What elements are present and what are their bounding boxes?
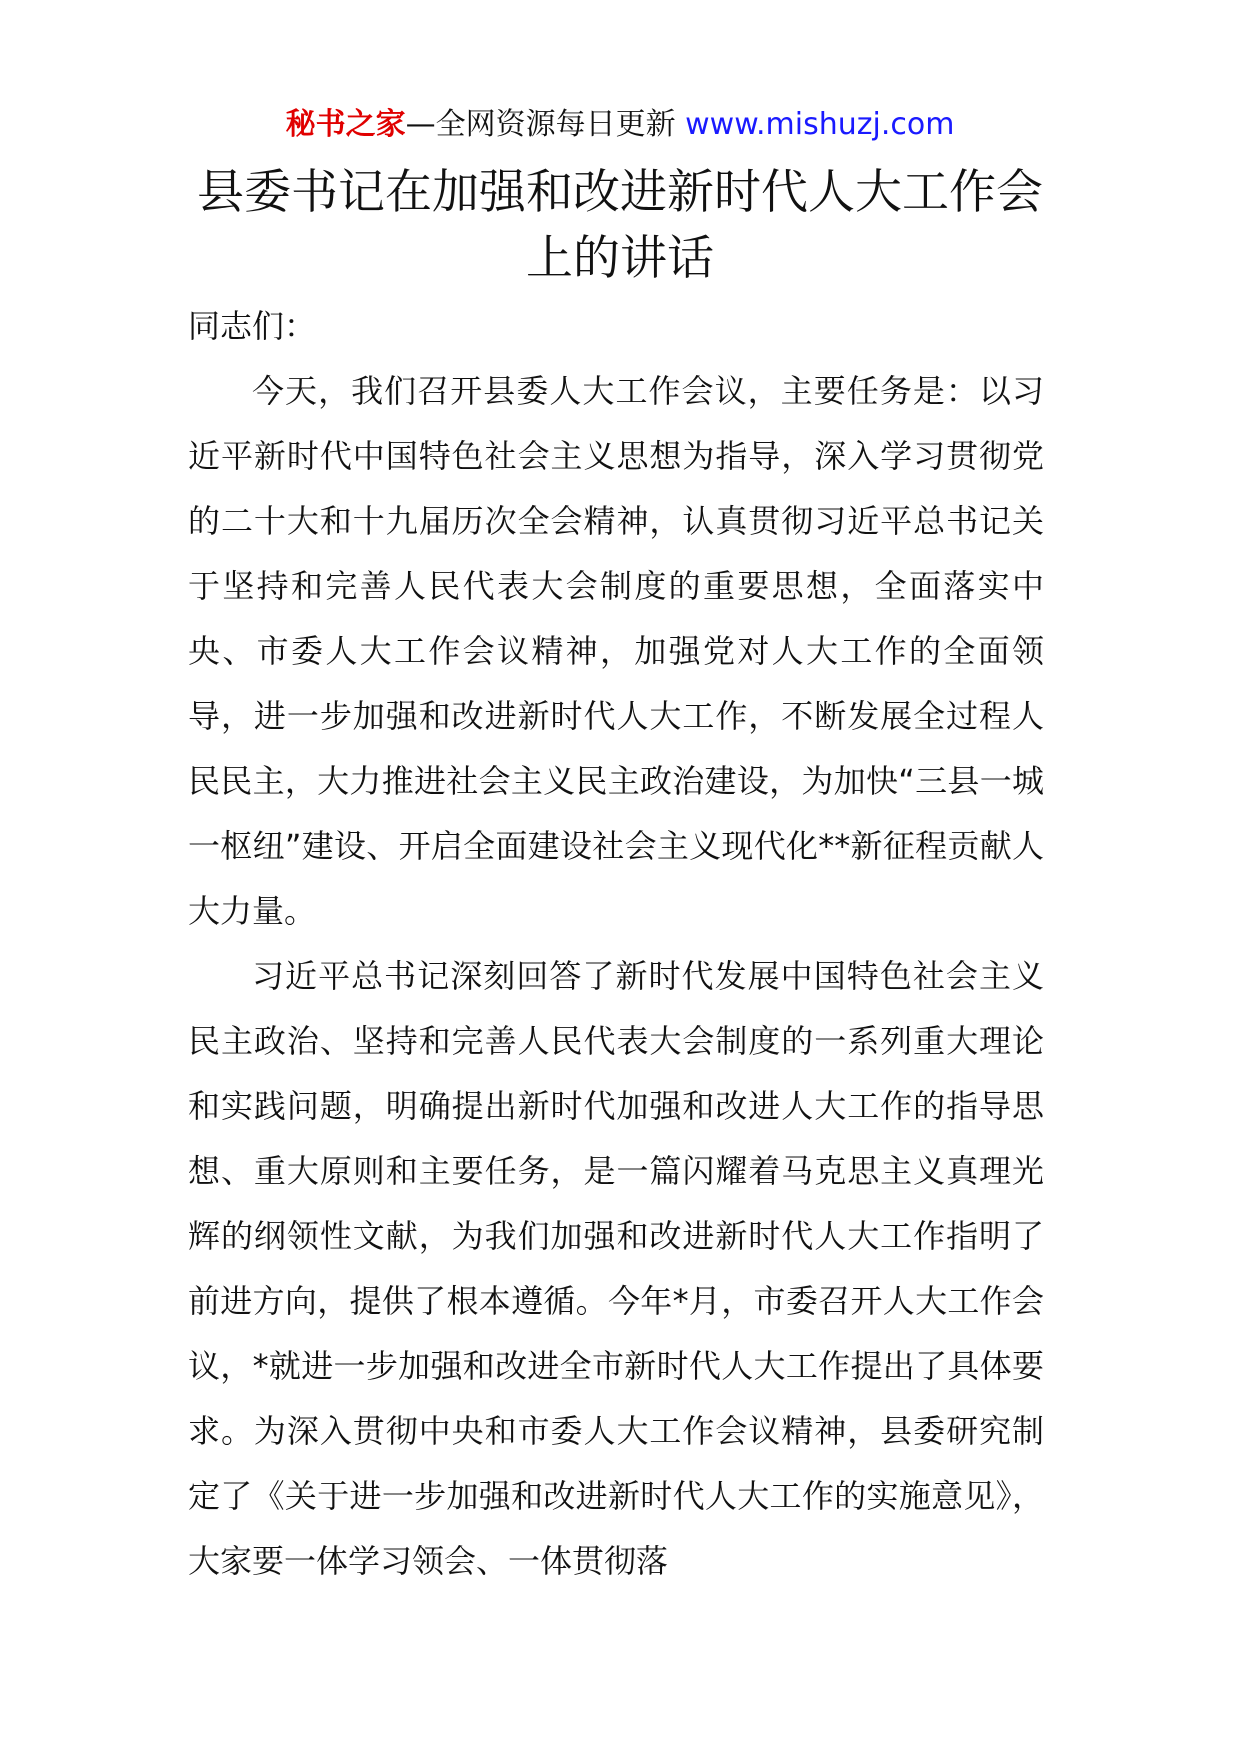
paragraph-2: 习近平总书记深刻回答了新时代发展中国特色社会主义民主政治、坚持和完善人民代表大会制度的一系列重大理论和实践问题，明确提出新时代加强和改进人大工作的指导思想、重大原则和主要任务，是一篇闪耀着马克思主义真理光辉的纲领性文献，为我们加强和改进新时代人大工作指明了前进方向，提供了根本遵循。今年*月，市委召开人大工作会议，*就进一步加强和改进全市新时代人大工作提出了具体要求。为深入贯彻中央和市委人大工作会议精神，县委研究制定了《关于进一步加强和改进新时代人大工作的实施意见》，大家要一体学习领会、一体贯彻落 [188,957,1044,1580]
salutation: 同志们： [188,307,317,345]
paragraph-1: 今天，我们召开县委人大工作会议，主要任务是：以习近平新时代中国特色社会主义思想为指导，深入学习贯彻党的二十大和十九届历次全会精神，认真贯彻习近平总书记关于坚持和完善人民代表大会制度的重要思想，全面落实中央、市委人大工作会议精神，加强党对人大工作的全面领导，进一步加强和改进新时代人大工作，不断发展全过程人民民主，大力推进社会主义民主政治建设，为加快“三县一城一枢纽”建设、开启全面建设社会主义现代化**新征程贡献人大力量。 [188,372,1044,930]
title-line-1: 县委书记在加强和改进新时代人大工作会 [197,165,1043,220]
title-line-2: 上的讲话 [526,231,714,286]
site-url-link[interactable]: www.mishuzj.com [685,107,955,142]
brand-name: 秘书之家 [285,107,406,142]
header-tagline: —全网资源每日更新 [405,107,686,142]
document-title [170,160,1070,292]
site-header [0,100,1240,150]
document-body [188,294,1044,1594]
